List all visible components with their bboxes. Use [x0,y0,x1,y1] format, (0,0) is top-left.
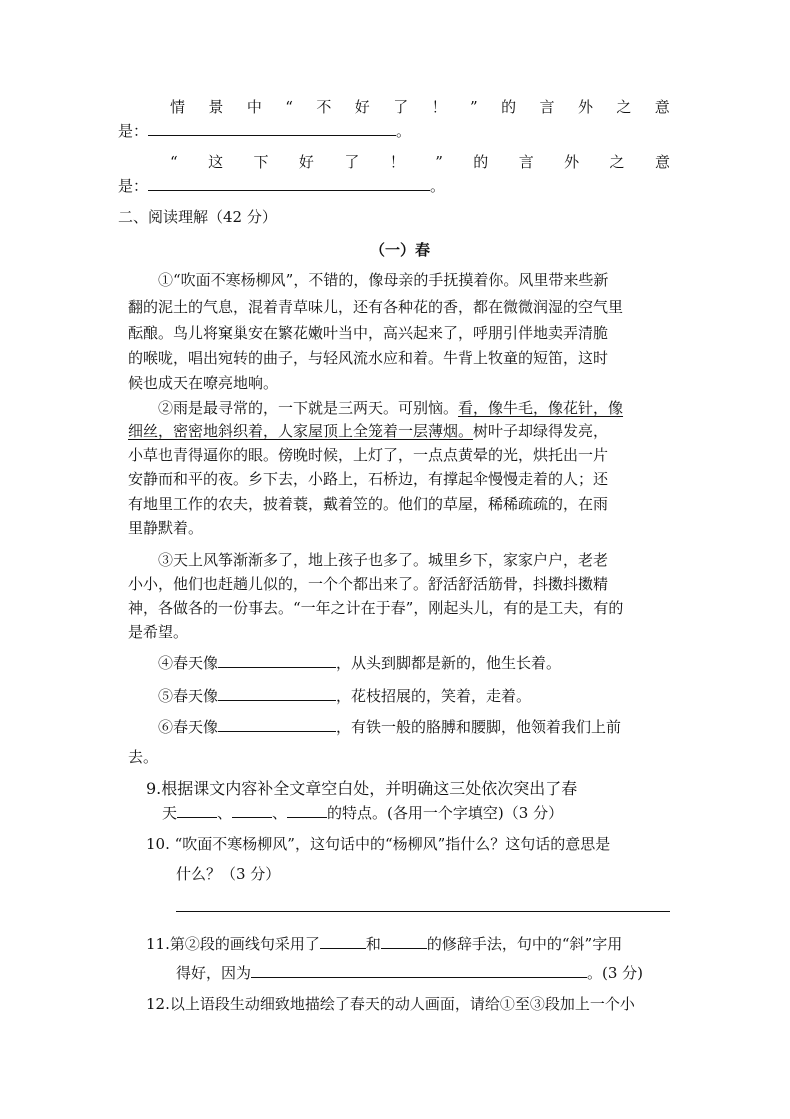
spread-char: ！ [389,153,405,171]
spread-char: 外 [577,98,593,116]
answer-blank-2[interactable] [148,175,430,191]
p3-line3: 神，各做各的一份事去。“一年之计在于春”，刚起头儿，有的是工夫，有的 [128,599,624,617]
spread-char: 好 [298,153,314,171]
q11-line2-post: 。(3 分) [587,964,644,982]
p6-blank[interactable] [218,716,336,732]
spread-char: 意 [654,153,670,171]
q9-blank-1[interactable] [177,802,217,818]
q11-line2 [176,962,643,983]
q11-blank-1[interactable] [320,933,366,949]
passage-title: （一）春 [370,241,431,259]
p6-pre: ⑥春天像 [158,718,219,736]
p6-continued: 去。 [128,748,159,766]
spread-char: 景 [208,98,224,116]
p2-line1 [158,398,623,418]
period: 。 [430,177,446,195]
p2-line2 [128,421,608,441]
q11-line1 [146,933,622,954]
p1-line2: 翻的泥土的气息，混着青草味儿，还有各种花的香，都在微微润湿的空气里 [128,298,624,316]
spread-char: ” [435,153,443,171]
p2-line6: 里静默着。 [128,519,204,537]
spread-char: ” [470,98,478,116]
p4-line [158,652,561,673]
p5-post: ，花枝招展的，笑着，走着。 [336,687,532,705]
q-top-line2-answer [118,175,445,196]
spread-char: 了 [393,98,409,116]
p5-pre: ⑤春天像 [158,687,219,705]
spread-char: 好 [354,98,370,116]
spread-char: 的 [501,98,517,116]
spread-char: 言 [539,98,555,116]
label-shi-2: 是： [118,177,149,195]
p5-line [158,685,531,706]
p4-blank[interactable] [218,652,336,668]
q12-line1: 12.以上语段生动细致地描绘了春天的动人画面，请给①至③段加上一个小 [146,995,635,1013]
q9-line1: 9.根据课文内容补全文章空白处，并明确这三处依次突出了春 [146,779,578,798]
q11-line2-pre: 得好，因为 [176,964,252,982]
p4-pre: ④春天像 [158,654,219,672]
q11-post: 的修辞手法，句中的“斜”字用 [426,935,623,953]
q10-answer-line[interactable] [176,911,670,912]
q-top-line2 [170,152,670,172]
p2-line5: 有地里工作的农夫，披着蓑，戴着笠的。他们的草屋，稀稀疏疏的，在雨 [128,495,609,513]
spread-char: 之 [609,153,625,171]
p5-blank[interactable] [218,685,336,701]
section-heading: 二、阅读理解（42 分） [118,208,277,226]
p2-line3: 小草也青得逼你的眼。傍晚时候，上灯了，一点点黄晕的光，烘托出一片 [128,446,609,464]
q9-blank-2[interactable] [232,802,272,818]
label-shi-1: 是： [118,122,149,140]
p3-line1: ③天上风筝渐渐多了，地上孩子也多了。城里乡下，家家户户，老老 [158,551,609,569]
q9-pre: 天 [162,804,178,822]
q9-blank-3[interactable] [287,802,327,818]
spread-char: 不 [316,98,332,116]
q11-blank-3[interactable] [251,962,587,978]
spread-char: “ [170,153,178,171]
q9-post: 的特点。(各用一个字填空)（3 分） [327,804,564,822]
p2-underlined-1: 看，像牛毛，像花针，像 [458,399,624,417]
answer-blank-1[interactable] [148,120,396,136]
p3-line2: 小小，他们也赶趟儿似的，一个个都出来了。舒活舒活筋骨，抖擞抖擞精 [128,575,609,593]
p4-post: ，从头到脚都是新的，他生长着。 [336,654,562,672]
spread-char: ！ [431,98,447,116]
p1-line5: 候也成天在嘹亮地响。 [128,374,279,392]
spread-char: 了 [344,153,360,171]
p2-plain-2: 树叶子却绿得发亮， [473,422,609,440]
q9-sep2: 、 [272,804,288,822]
q11-blank-2[interactable] [381,933,427,949]
spread-char: 意 [654,98,670,116]
p1-line3: 酝酿。鸟儿将窠巢安在繁花嫩叶当中，高兴起来了，呼朋引伴地卖弄清脆 [128,324,609,342]
q11-mid: 和 [365,935,381,953]
p1-line4: 的喉咙，唱出宛转的曲子，与轻风流水应和着。牛背上牧童的短笛，这时 [128,349,609,367]
p2-plain-1: ②雨是最寻常的，一下就是三两天。可别恼。 [158,399,459,417]
p2-underlined-2: 细丝，密密地斜织着，人家屋顶上全笼着一层薄烟。 [128,422,474,440]
p1-line1: ①“吹面不寒杨柳风”，不错的，像母亲的手抚摸着你。风里带来些新 [158,271,609,289]
spread-char: 情 [170,98,186,116]
spread-char: 言 [518,153,534,171]
spread-char: “ [285,98,293,116]
period: 。 [396,122,412,140]
q9-sep1: 、 [217,804,233,822]
p6-post: ，有铁一般的胳膊和腰脚，他领着我们上前 [336,718,622,736]
spread-char: 这 [208,153,224,171]
p3-line4: 是希望。 [128,623,189,641]
spread-char: 下 [253,153,269,171]
spread-char: 外 [564,153,580,171]
q-top-line1-answer [118,120,411,141]
q10-line1: 10. “吹面不寒杨柳风”，这句话中的“杨柳风”指什么？这句话的意思是 [146,835,611,853]
spread-char: 中 [246,98,262,116]
q10-line2: 什么？（3 分） [176,865,281,883]
spread-char: 的 [473,153,489,171]
p6-line [158,716,621,737]
q-top-line1 [170,97,670,117]
p2-line4: 安静而和平的夜。乡下去，小路上，石桥边，有撑起伞慢慢走着的人；还 [128,470,609,488]
spread-char: 之 [616,98,632,116]
q11-pre: 11.第②段的画线句采用了 [146,935,320,953]
q9-line2 [162,802,563,823]
